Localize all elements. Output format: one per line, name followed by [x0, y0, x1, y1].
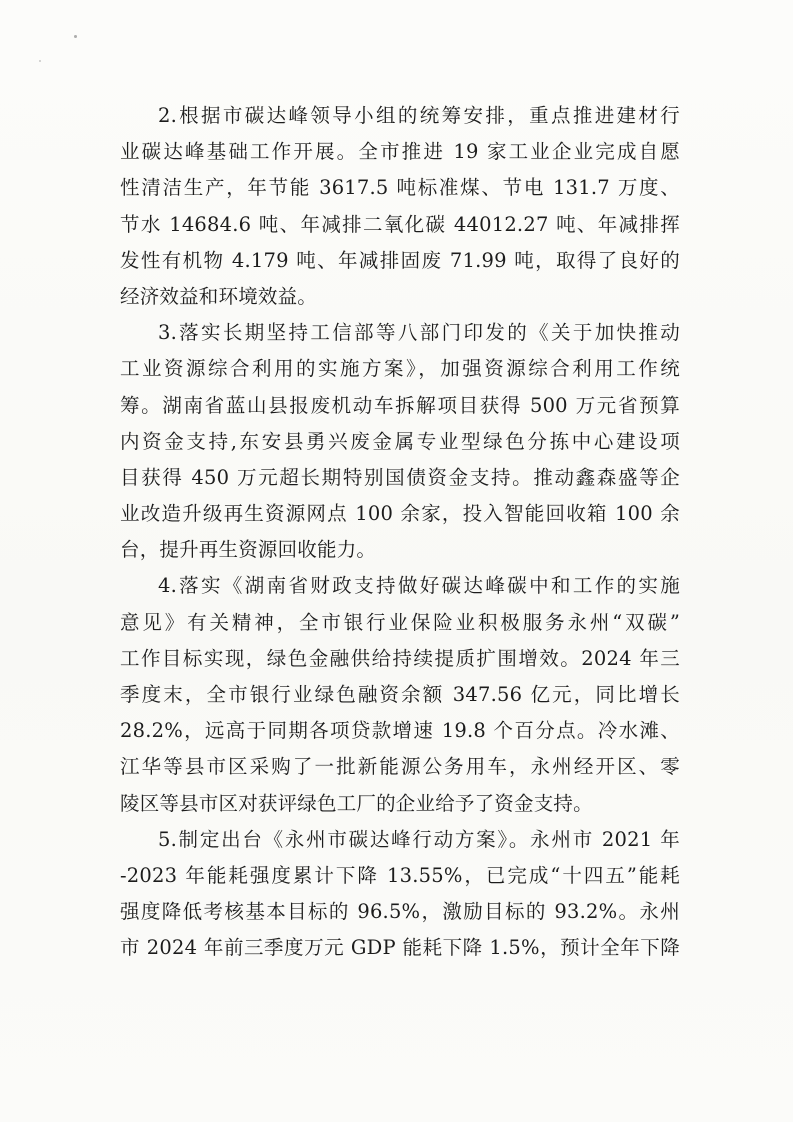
text-line: 经济效益和环境效益。 [120, 284, 318, 308]
text-line: 2.根据市碳达峰领导小组的统筹安排，重点推进建材行 [158, 104, 680, 127]
text-line: 台，提升再生资源回收能力。 [120, 538, 377, 562]
text-line: 工业资源综合利用的实施方案》，加强资源综合利用工作统 [120, 357, 680, 381]
text-line: 市 2024 年前三季度万元 GDP 能耗下降 1.5%，预计全年下降 [120, 936, 680, 960]
text-line: 性清洁生产，年节能 3617.5 吨标准煤、节电 131.7 万度、 [120, 176, 680, 200]
text-line: 江华等县市区采购了一批新能源公务用车，永州经开区、零 [120, 755, 680, 779]
text-line: 28.2%，远高于同期各项贷款增速 19.8 个百分点。冷水滩、 [120, 719, 680, 743]
text-line: 发性有机物 4.179 吨、年减排固废 71.99 吨，取得了良好的 [120, 248, 680, 272]
text-line: 4.落实《湖南省财政支持做好碳达峰碳中和工作的实施 [158, 574, 680, 598]
paragraph-item-4 [120, 568, 680, 821]
paragraph-item-3 [120, 315, 680, 568]
document-body [120, 98, 680, 967]
text-line: 季度末，全市银行业绿色融资余额 347.56 亿元，同比增长 [120, 683, 680, 706]
text-line: 节水 14684.6 吨、年减排二氧化碳 44012.27 吨、年减排挥 [120, 212, 680, 236]
text-line: 筹。湖南省蓝山县报废机动车拆解项目获得 500 万元省预算 [120, 393, 680, 417]
text-line: 陵区等县市区对获评绿色工厂的企业给予了资金支持。 [120, 791, 593, 815]
text-line: 目获得 450 万元超长期特别国债资金支持。推动鑫森盛等企 [120, 465, 680, 489]
text-line: 业改造升级再生资源网点 100 余家，投入智能回收箱 100 余 [120, 502, 680, 526]
paragraph-item-2 [120, 98, 680, 315]
text-line: 内资金支持,东安县勇兴废金属专业型绿色分拣中心建设项 [120, 429, 680, 453]
text-line: 3.落实长期坚持工信部等八部门印发的《关于加快推动 [158, 321, 680, 345]
text-line: 意见》有关精神，全市银行业保险业积极服务永州“双碳” [120, 610, 680, 634]
text-line: 工作目标实现，绿色金融供给持续提质扩围增效。2024 年三 [120, 646, 680, 670]
text-line: 5.制定出台《永州市碳达峰行动方案》。永州市 2021 年 [158, 827, 680, 851]
paragraph-item-5 [120, 822, 680, 967]
scan-speck [39, 60, 41, 62]
scan-speck [74, 35, 77, 38]
text-line: 强度降低考核基本目标的 96.5%，激励目标的 93.2%。永州 [120, 900, 680, 924]
text-line: 业碳达峰基础工作开展。全市推进 19 家工业企业完成自愿 [120, 140, 680, 164]
text-line: -2023 年能耗强度累计下降 13.55%，已完成“十四五”能耗 [120, 863, 680, 887]
